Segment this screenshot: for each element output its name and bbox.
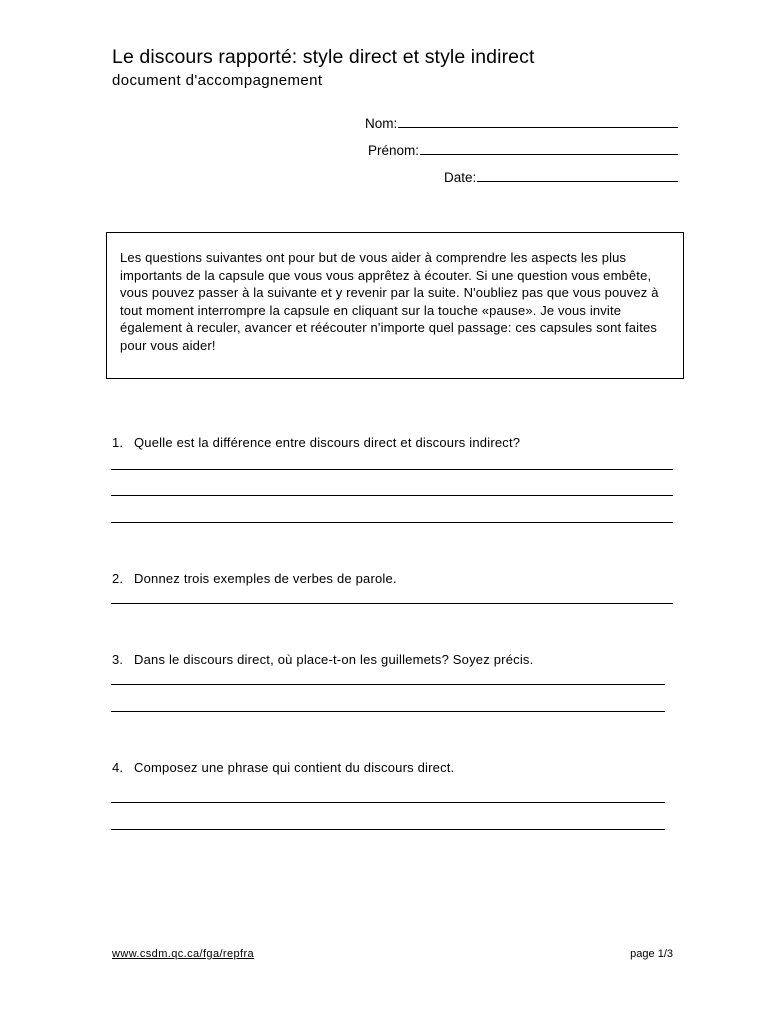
prenom-label: Prénom: [368, 143, 420, 158]
date-field[interactable] [444, 170, 678, 185]
nom-line[interactable] [398, 127, 678, 128]
question-2 [112, 571, 397, 586]
answer-line[interactable] [111, 469, 673, 470]
question-1-number: 1. [112, 435, 124, 450]
instructions-text: Les questions suivantes ont pour but de vous aider à comprendre les aspects les plus importants de la capsule que vous vous apprêtez à écouter. Si une question vous embête, vous pouvez passer à la suivante et y revenir par la suite. N'oubliez pas que vous pouvez à tout moment interrompre la capsule en cliquant sur la touche «pause». Je vous invite également à reculer, avancer et réécouter n'importe quel passage: ces capsules sont faites pour vous aider! [120, 250, 659, 353]
instructions-box [106, 232, 684, 379]
answer-line[interactable] [111, 495, 673, 496]
page-number: page 1/3 [630, 948, 673, 960]
question-4-number: 4. [112, 760, 124, 775]
question-4-text: Composez une phrase qui contient du discours direct. [134, 760, 455, 775]
question-2-text: Donnez trois exemples de verbes de parole. [134, 571, 397, 586]
question-2-number: 2. [112, 571, 124, 586]
date-label: Date: [444, 170, 477, 185]
question-3-text: Dans le discours direct, où place-t-on les guillemets? Soyez précis. [134, 652, 534, 667]
prenom-field[interactable] [368, 143, 678, 158]
footer-link[interactable]: www.csdm.qc.ca/fga/repfra [112, 948, 255, 960]
nom-label: Nom: [365, 116, 398, 131]
answer-line[interactable] [111, 829, 665, 830]
document-subtitle: document d'accompagnement [112, 72, 323, 89]
date-line[interactable] [477, 181, 678, 182]
answer-line[interactable] [111, 802, 665, 803]
answer-line[interactable] [111, 711, 665, 712]
answer-line[interactable] [111, 603, 673, 604]
answer-line[interactable] [111, 684, 665, 685]
answer-line[interactable] [111, 522, 673, 523]
question-3-number: 3. [112, 652, 124, 667]
prenom-line[interactable] [420, 154, 678, 155]
question-1 [112, 435, 520, 450]
document-title: Le discours rapporté: style direct et style indirect [112, 46, 535, 68]
question-3 [112, 652, 533, 667]
nom-field[interactable] [365, 116, 678, 131]
question-4 [112, 760, 454, 775]
question-1-text: Quelle est la différence entre discours direct et discours indirect? [134, 435, 521, 450]
